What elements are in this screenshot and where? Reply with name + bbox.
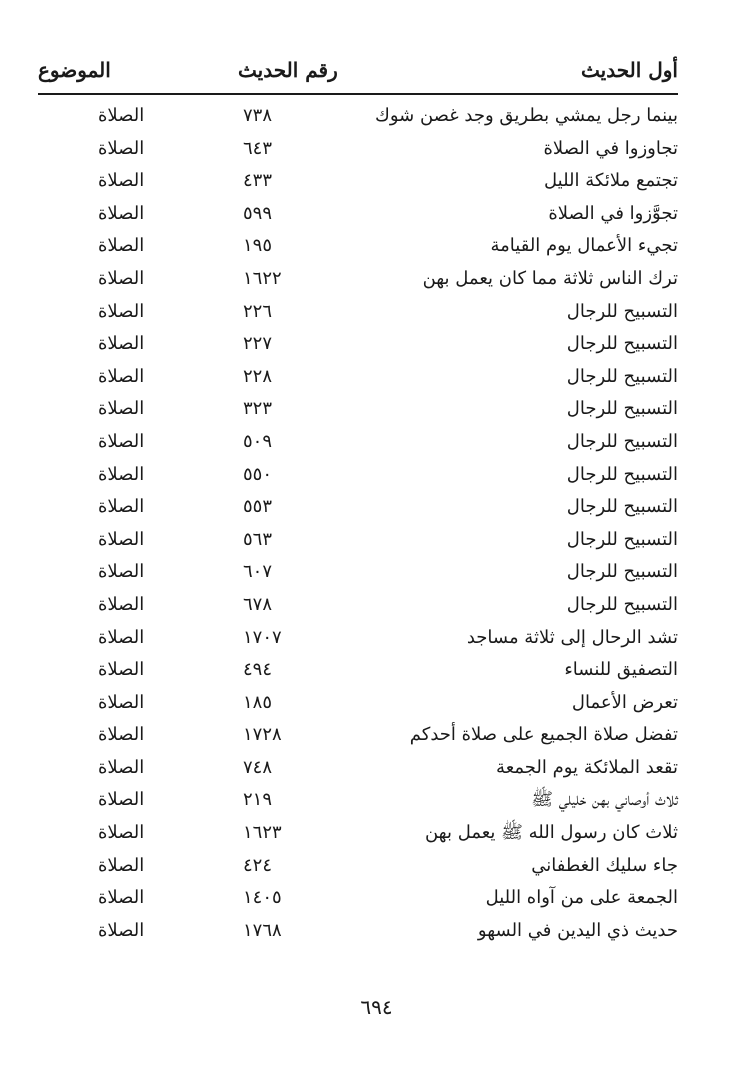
hadith-number: ٢١٩ [243,789,273,811]
hadith-first-words: تعرض الأعمال [571,691,678,713]
hadith-number: ١٦٢٢ [243,267,282,289]
table-row [38,394,678,427]
hadith-number: ٥٠٩ [243,430,273,452]
table-row [38,851,678,884]
hadith-first-words: الجمعة على من آواه الليل [485,887,678,909]
hadith-number: ٤٢٤ [243,854,273,876]
hadith-number: ٥٥٣ [243,496,273,518]
hadith-number: ٥٩٩ [243,202,273,224]
hadith-topic: الصلاة [98,561,145,583]
hadith-first-words: التسبيح للرجال [566,561,678,583]
hadith-number: ١٧٠٧ [243,626,282,648]
table-row [38,688,678,721]
hadith-topic: الصلاة [98,626,145,648]
hadith-first-words: التسبيح للرجال [566,365,678,387]
hadith-topic: الصلاة [98,202,145,224]
hadith-first-words: حديث ذي اليدين في السهو [477,919,678,941]
table-row [38,134,678,167]
hadith-number: ١٧٦٨ [243,919,282,941]
table-row [38,655,678,688]
hadith-first-words: التسبيح للرجال [566,463,678,485]
table-row [38,460,678,493]
table-row [38,720,678,753]
table-row [38,231,678,264]
table-row [38,199,678,232]
hadith-topic: الصلاة [98,854,145,876]
hadith-topic: الصلاة [98,887,145,909]
hadith-number: ٣٢٣ [243,398,273,420]
hadith-topic: الصلاة [98,789,145,811]
table-row [38,427,678,460]
header-topic-label: الموضوع [38,58,111,82]
hadith-topic: الصلاة [98,919,145,941]
table-row [38,297,678,330]
table-row [38,916,678,949]
hadith-first-words: بينما رجل يمشي بطريق وجد غصن شوك [375,105,678,126]
hadith-topic: الصلاة [98,267,145,289]
hadith-index-list [38,101,678,948]
hadith-number: ٢٢٧ [243,333,273,355]
hadith-topic: الصلاة [98,724,145,746]
hadith-topic: الصلاة [98,593,145,615]
hadith-number: ٤٣٣ [243,170,273,192]
hadith-topic: الصلاة [98,430,145,452]
hadith-first-words: التسبيح للرجال [566,398,678,420]
hadith-topic: الصلاة [98,105,145,126]
hadith-number: ٤٩٤ [243,659,273,681]
hadith-first-words: التسبيح للرجال [566,333,678,355]
table-row [38,525,678,558]
table-row [38,557,678,590]
hadith-number: ٧٣٨ [243,105,273,126]
hadith-topic: الصلاة [98,528,145,550]
hadith-first-words: تقعد الملائكة يوم الجمعة [496,756,678,778]
hadith-topic: الصلاة [98,463,145,485]
header-number-label: رقم الحديث [238,58,338,82]
hadith-number: ٧٤٨ [243,756,273,778]
table-row [38,264,678,297]
hadith-first-words: ترك الناس ثلاثة مما كان يعمل بهن [422,267,678,289]
hadith-first-words: ثلاث كان رسول الله ﷺ يعمل بهن [424,822,678,844]
hadith-topic: الصلاة [98,756,145,778]
hadith-first-words: تجاوزوا في الصلاة [543,137,678,159]
hadith-topic: الصلاة [98,659,145,681]
hadith-number: ١٦٢٣ [243,822,282,844]
hadith-first-words: تجيء الأعمال يوم القيامة [490,235,678,257]
table-row [38,785,678,818]
hadith-topic: الصلاة [98,365,145,387]
page-number: ٦٩٤ [360,995,393,1019]
table-row [38,590,678,623]
hadith-topic: الصلاة [98,300,145,322]
hadith-number: ٦٧٨ [243,593,273,615]
table-row [38,166,678,199]
table-row [38,818,678,851]
hadith-topic: الصلاة [98,398,145,420]
hadith-topic: الصلاة [98,235,145,257]
hadith-number: ٢٢٨ [243,365,273,387]
hadith-first-words: تشد الرحال إلى ثلاثة مساجد [466,626,678,648]
hadith-first-words: التسبيح للرجال [566,496,678,518]
hadith-first-words: تجوَّزوا في الصلاة [548,202,678,224]
hadith-number: ٢٢٦ [243,300,273,322]
hadith-topic: الصلاة [98,691,145,713]
hadith-topic: الصلاة [98,496,145,518]
hadith-first-words: التسبيح للرجال [566,593,678,615]
hadith-number: ٥٥٠ [243,463,273,485]
table-row [38,753,678,786]
table-row [38,101,678,134]
hadith-first-words: ثلاث أوصاني بهن خليلي ﷺ [531,789,678,811]
hadith-number: ٥٦٣ [243,528,273,550]
hadith-first-words: تفضل صلاة الجميع على صلاة أحدكم [409,724,678,746]
table-row [38,492,678,525]
hadith-topic: الصلاة [98,822,145,844]
hadith-number: ٦٤٣ [243,137,273,159]
hadith-topic: الصلاة [98,137,145,159]
hadith-first-words: التسبيح للرجال [566,528,678,550]
table-row [38,883,678,916]
hadith-first-words: تجتمع ملائكة الليل [544,170,678,192]
table-row [38,623,678,656]
table-row [38,362,678,395]
hadith-topic: الصلاة [98,333,145,355]
hadith-first-words: جاء سليك الغطفاني [531,854,678,876]
hadith-number: ١٧٢٨ [243,724,282,746]
header-first-label: أول الحديث [581,58,678,82]
hadith-first-words: التسبيح للرجال [566,300,678,322]
hadith-first-words: التسبيح للرجال [566,430,678,452]
hadith-first-words: التصفيق للنساء [564,659,678,681]
hadith-topic: الصلاة [98,170,145,192]
hadith-number: ١٤٠٥ [243,887,282,909]
hadith-number: ١٩٥ [243,235,273,257]
table-row [38,329,678,362]
hadith-number: ١٨٥ [243,691,273,713]
table-header [38,58,678,90]
header-divider [38,93,678,95]
hadith-number: ٦٠٧ [243,561,273,583]
